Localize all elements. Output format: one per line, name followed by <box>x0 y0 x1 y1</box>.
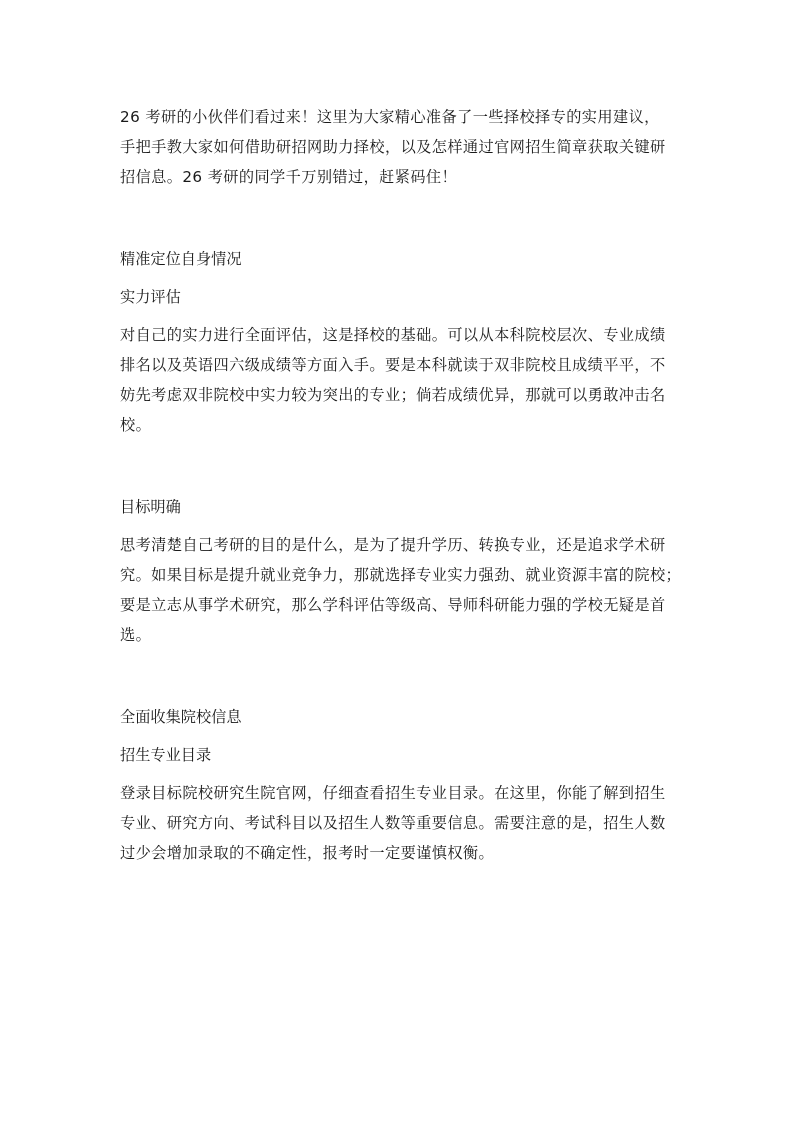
text-line: 专业、研究方向、考试科目以及招生人数等重要信息。需要注意的是，招生人数 <box>120 814 666 832</box>
subsection-heading: 招生专业目录 <box>120 746 212 764</box>
text-line: 排名以及英语四六级成绩等方面入手。要是本科就读于双非院校且成绩平平，不 <box>120 356 666 374</box>
text-line: 26 考研的小伙伴们看过来！这里为大家精心准备了一些择校择专的实用建议， <box>120 108 660 126</box>
text-line: 妨先考虑双非院校中实力较为突出的专业；倘若成绩优异，那就可以勇敢冲击名 <box>120 386 666 404</box>
text-line: 登录目标院校研究生院官网，仔细查看招生专业目录。在这里，你能了解到招生 <box>120 784 666 802</box>
text-line: 对自己的实力进行全面评估，这是择校的基础。可以从本科院校层次、专业成绩 <box>120 326 666 344</box>
text-line: 究。如果目标是提升就业竞争力，那就选择专业实力强劲、就业资源丰富的院校； <box>120 566 682 584</box>
text-line: 手把手教大家如何借助研招网助力择校，以及怎样通过官网招生简章获取关键研 <box>120 138 666 156</box>
subsection-heading: 目标明确 <box>120 498 181 516</box>
text-line: 校。 <box>120 416 152 434</box>
intro-paragraph <box>120 102 680 192</box>
subsection-heading: 实力评估 <box>120 288 181 306</box>
section-heading: 精准定位自身情况 <box>120 250 242 268</box>
section-heading: 全面收集院校信息 <box>120 708 242 726</box>
strength-assessment-paragraph <box>120 320 680 440</box>
enrollment-catalog-paragraph <box>120 778 680 868</box>
text-line: 招信息。26 考研的同学千万别错过，赶紧码住！ <box>120 168 458 186</box>
text-line: 过少会增加录取的不确定性，报考时一定要谨慎权衡。 <box>120 844 495 862</box>
text-line: 要是立志从事学术研究，那么学科评估等级高、导师科研能力强的学校无疑是首 <box>120 596 666 614</box>
goal-paragraph <box>120 530 680 650</box>
text-line: 思考清楚自己考研的目的是什么，是为了提升学历、转换专业，还是追求学术研 <box>120 536 666 554</box>
text-line: 选。 <box>120 626 152 644</box>
document-body <box>120 102 680 868</box>
